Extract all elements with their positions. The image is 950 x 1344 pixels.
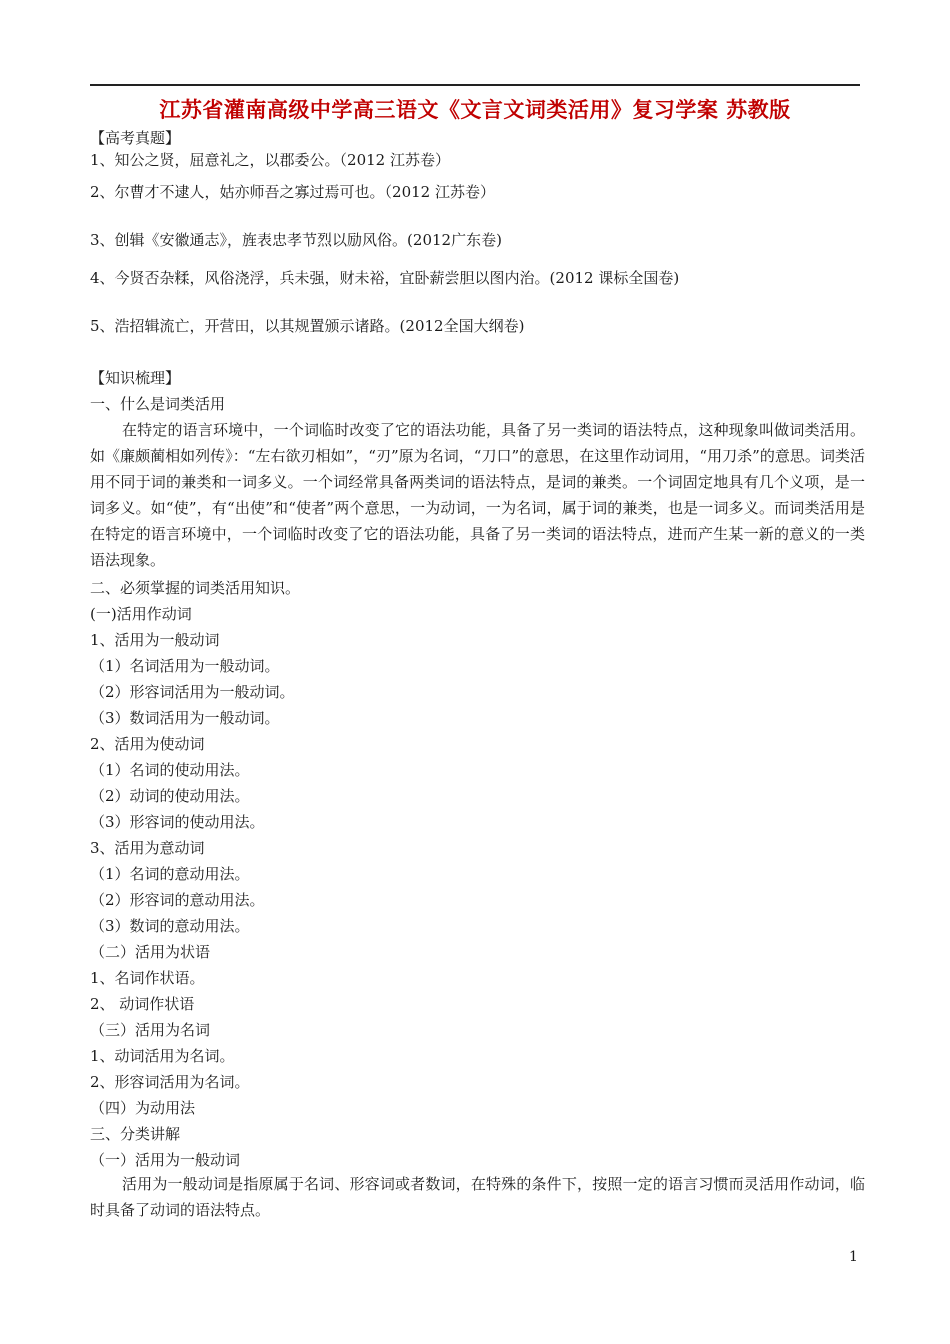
- outline-item: （三）活用为名词: [90, 1021, 211, 1039]
- outline-item: 1、名词作状语。: [90, 969, 205, 987]
- section-heading-gaokao: 【高考真题】: [90, 129, 181, 147]
- exam-item-1: 1、知公之贤，屈意礼之，以郡委公。（2012 江苏卷）: [90, 151, 450, 169]
- outline-item: 1、活用为一般动词: [90, 631, 220, 649]
- outline-item: （3）形容词的使动用法。: [90, 813, 265, 831]
- outline-item: (一)活用作动词: [90, 605, 192, 623]
- outline-item: 二、必须掌握的词类活用知识。: [90, 579, 301, 597]
- outline-item: （1）名词的意动用法。: [90, 865, 250, 883]
- outline-item: 2、形容词活用为名词。: [90, 1073, 250, 1091]
- outline-item: （1）名词活用为一般动词。: [90, 657, 280, 675]
- outline-item: （2）形容词活用为一般动词。: [90, 683, 295, 701]
- section-heading-knowledge: 【知识梳理】: [90, 369, 181, 387]
- outline-item: 2、 动词作状语: [90, 995, 195, 1013]
- outline-item: 3、活用为意动词: [90, 839, 205, 857]
- exam-item-2: 2、尔曹才不逮人，姑亦师吾之寡过焉可也。（2012 江苏卷）: [90, 183, 495, 201]
- header-rule: [90, 84, 860, 86]
- outline-item: （2）形容词的意动用法。: [90, 891, 265, 909]
- outline-item: 三、分类讲解: [90, 1125, 181, 1143]
- outline-item: （1）名词的使动用法。: [90, 761, 250, 779]
- exam-item-5: 5、浩招辑流亡，开营田，以其规置颁示诸路。(2012全国大纲卷): [90, 317, 525, 335]
- outline-item: 1、动词活用为名词。: [90, 1047, 235, 1065]
- outline-item: （二）活用为状语: [90, 943, 211, 961]
- exam-item-3: 3、创辑《安徽通志》，旌表忠孝节烈以励风俗。(2012广东卷): [90, 231, 502, 249]
- exam-item-4: 4、今贤否杂糅，风俗浇浮，兵未强，财未裕，宜卧薪尝胆以图内治。(2012 课标全国卷): [90, 269, 680, 287]
- outline-item: （3）数词活用为一般动词。: [90, 709, 280, 727]
- document-title: 江苏省灌南高级中学高三语文《文言文词类活用》复习学案 苏教版: [159, 98, 791, 122]
- outline-item: 2、活用为使动词: [90, 735, 205, 753]
- explanation-paragraph: 活用为一般动词是指原属于名词、形容词或者数词，在特殊的条件下，按照一定的语言习惯而灵活用作动词，临时具备了动词的语法特点。: [90, 1175, 865, 1219]
- heading-what-is: 一、什么是词类活用: [90, 395, 226, 413]
- outline-item: （一）活用为一般动词: [90, 1151, 241, 1169]
- outline-item: （2）动词的使动用法。: [90, 787, 250, 805]
- page-number: 1: [849, 1249, 858, 1265]
- outline-item: （3）数词的意动用法。: [90, 917, 250, 935]
- outline-item: （四）为动用法: [90, 1099, 196, 1117]
- definition-paragraph: 在特定的语言环境中，一个词临时改变了它的语法功能，具备了另一类词的语法特点，这种现象叫做词类活用。如《廉颇蔺相如列传》：“左右欲刃相如”，“刃”原为名词，“刀口”的意思，在这里作动词用，“用刀杀”的意思。词类活用不同于词的兼类和一词多义。一个词经常具备两类词的语法特点，是词的兼类。一个词固定地具有几个义项，是一词多义。如“使”，有“出使”和“使者”两个意思，一为动词，一为名词，属于词的兼类，也是一词多义。而词类活用是在特定的语言环境中，一个词临时改变了它的语法功能，具备了另一类词的语法特点，进而产生某一新的意义的一类语法现象。: [90, 421, 865, 569]
